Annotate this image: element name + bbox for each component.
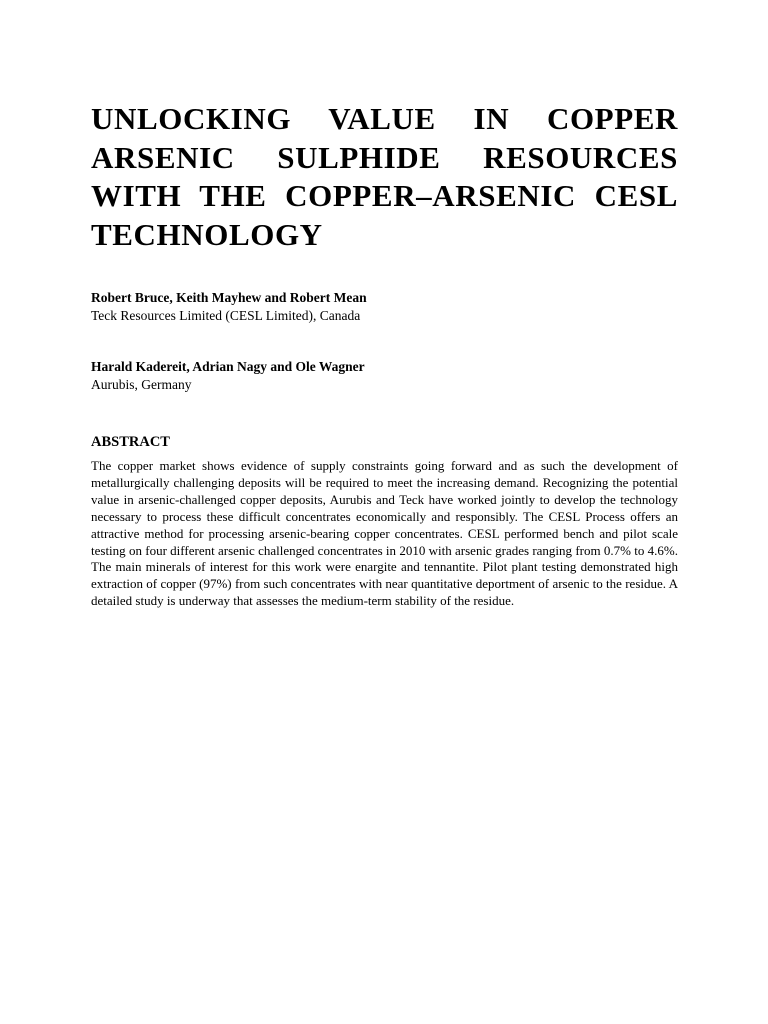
author-group-1 (91, 289, 678, 325)
author-names: Robert Bruce, Keith Mayhew and Robert Mean (91, 290, 367, 305)
author-group-2 (91, 358, 678, 394)
author-names: Harald Kadereit, Adrian Nagy and Ole Wagner (91, 359, 365, 374)
abstract-body: The copper market shows evidence of supply constraints going forward and as such the development of metallurgically challenging deposits will be required to meet the increasing demand. Recognizing the potential value in arsenic-challenged copper deposits, Aurubis and Teck have worked jointly to develop the technology necessary to process these difficult concentrates economically and responsibly. The CESL Process offers an attractive method for processing arsenic-bearing copper concentrates. CESL performed bench and pilot scale testing on four different arsenic challenged concentrates in 2010 with arsenic grades ranging from 0.7% to 4.6%. The main minerals of interest for this work were enargite and tennantite. Pilot plant testing demonstrated high extraction of copper (97%) from such concentrates with near quantitative deportment of arsenic to the residue. A detailed study is underway that assesses the medium-term stability of the residue. (91, 458, 678, 609)
paper-content (91, 100, 678, 610)
author-affiliation: Teck Resources Limited (CESL Limited), Canada (91, 308, 361, 323)
abstract-heading: ABSTRACT (91, 434, 170, 450)
paper-title: UNLOCKING VALUE IN COPPER ARSENIC SULPHIDE RESOURCES WITH THE COPPER–ARSENIC CESL TECHNOLOGY (91, 101, 678, 252)
author-affiliation: Aurubis, Germany (91, 377, 192, 392)
